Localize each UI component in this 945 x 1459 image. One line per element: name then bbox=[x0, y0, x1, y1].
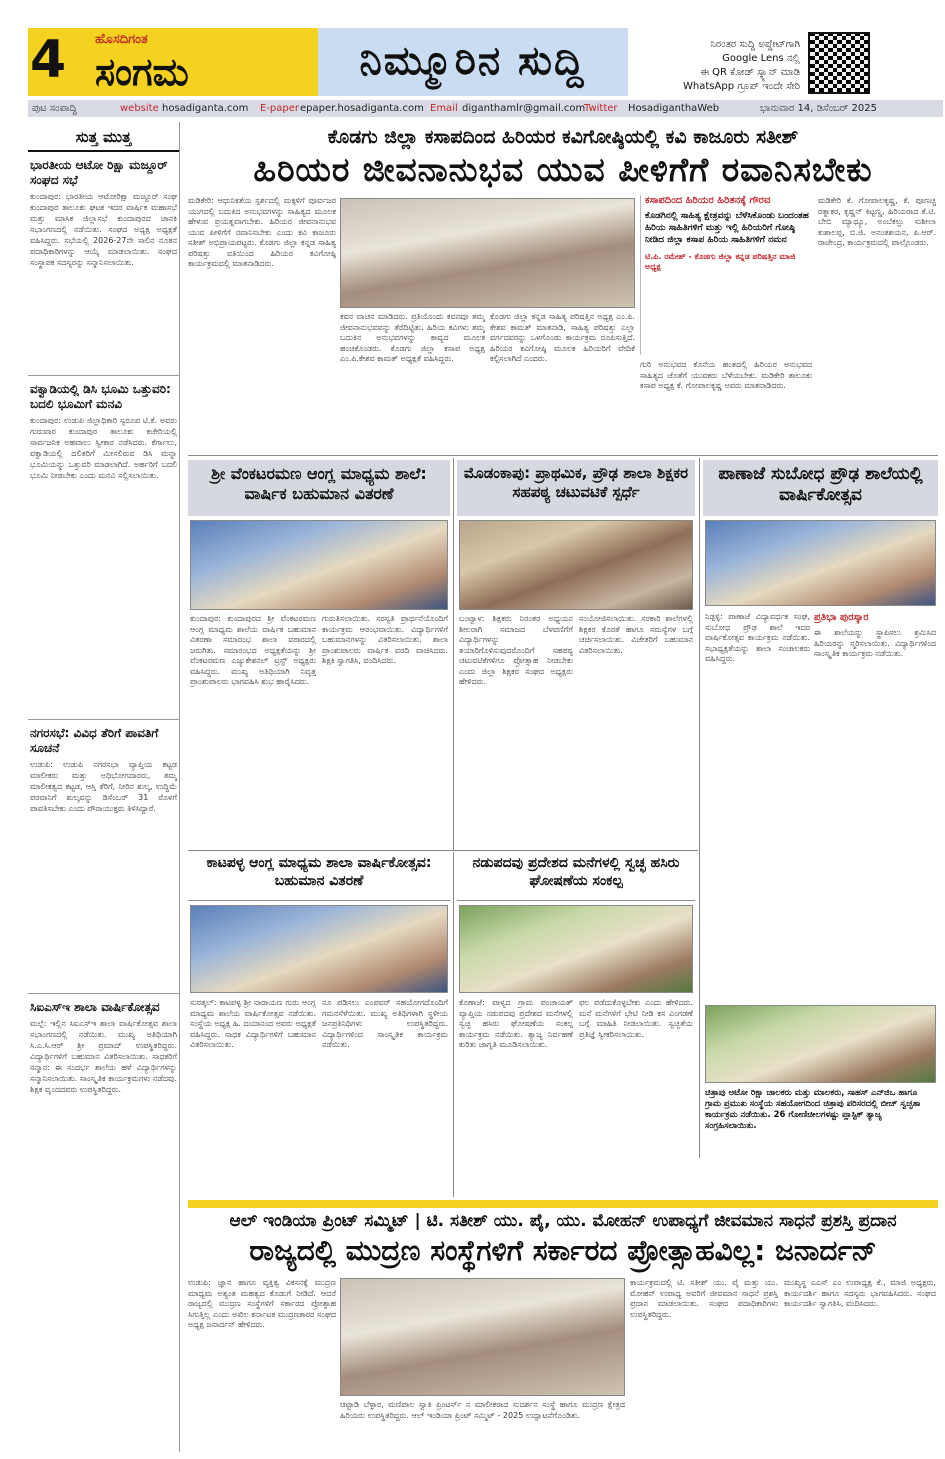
email-label: Email bbox=[430, 103, 458, 114]
divider bbox=[453, 852, 454, 1197]
column-title: ಸುತ್ತ ಮುತ್ತ bbox=[28, 122, 179, 152]
divider bbox=[28, 993, 179, 994]
venkataramana-photo bbox=[190, 520, 448, 610]
qr-line: WhatsApp ಗ್ರೂಪ್ ಇಂದೇ ಸೇರಿ bbox=[683, 81, 800, 92]
nadupadavu-col-2: ಫಲ ಪಡೆದುಕೊಳ್ಳಬೇಕು ಎಂದು ಹೇಳಿದರು. ಮನೆ ಮನೆಗಳಿಗೆ ಭೇಟಿ ನೀಡಿ ಕಸ ವಿಂಗಡಣೆ ಬಗ್ಗೆ ಮಾಹಿತಿ ನೀಡಲಾಯಿತು. ಸ್ವಚ್ಛತೆಯ ಪ್ರತಿಜ್ಞೆ ಸ್ವೀಕರಿಸಲಾಯಿತು. bbox=[579, 998, 693, 1039]
side-box-signature: ಟಿ.ಪಿ. ರಮೇಶ್ - ಕೊಡಗು ಜಿಲ್ಲಾ ಕನ್ನಡ ಪರಿಷತ್ತಿನ ಮಾಜಿ ಅಧ್ಯಕ್ಷ bbox=[645, 252, 796, 271]
qr-instructions bbox=[640, 38, 800, 94]
bottom-col-2: ಚಿಟ್ಟಾಡಿ ಬೆಳ್ಳಾರ, ಮಣಿಪಾಲ ಸ್ವಾತಿ ಪ್ರಿಂಟರ್ಸ್ ನ ಮಾಲೀಕರಾದ ಸುದರ್ಶನ ಸಂಸ್ಥೆ ಹಾಗೂ ಮುದ್ರಣ ಕ್ಷೇತ್ರದ ಹಿರಿಯರು ಉಪಸ್ಥಿತರಿದ್ದರು. ಆಲ್ ಇಂಡಿಯಾ ಪ್ರಿಂಟ್ ಸಮ್ಮಿಟ್ - 2025 ಉದ್ಘಾಟನೆಗೊಂಡಿತು. bbox=[340, 1400, 625, 1420]
main-col-3: ಕೊಡಗು ಜಿಲ್ಲಾ ಕನ್ನಡ ಸಾಹಿತ್ಯ ಪರಿಷತ್ತಿನ ಅಧ್ಯಕ್ಷ ಎಂ.ಪಿ. ಕೇಶವ ಕಾಮತ್ ಮಾತನಾಡಿ, ಸಾಹಿತ್ಯ ಪರಿಷತ್ತು ಎಲ್ಲಾ ವರ್ಗದವರನ್ನು ಒಳಗೊಂಡು ಕಾರ್ಯಕ್ರಮ ರೂಪಿಸುತ್ತಿದೆ. ಹಿರಿಯರ ಕವಿಗೋಷ್ಠಿ ಮೂಲಕ ಹಿರಿಯರಿಗೆ ವೇದಿಕೆ ಕಲ್ಪಿಸಲಾಗಿದೆ ಎಂದರು. bbox=[490, 312, 635, 363]
modankap-headline: ಮೊಡಂಕಾಪು: ಪ್ರಾಥಮಿಕ, ಪ್ರೌಢ ಶಾಲಾ ಶಿಕ್ಷಕರ ಸಹಪಠ್ಯ ಚಟುವಟಿಕೆ ಸ್ಪರ್ಧೆ bbox=[457, 460, 695, 516]
venkataramana-headline: ಶ್ರೀ ವೆಂಕಟರಮಣ ಆಂಗ್ಲ ಮಾಧ್ಯಮ ಶಾಲೆ: ವಾರ್ಷಿಕ ಬಹುಮಾನ ವಿತರಣೆ bbox=[188, 460, 450, 516]
brief-headline: ನಗರಸಭೆ: ವಿವಿಧ ತೆರಿಗೆ ಪಾವತಿಗೆ ಸೂಚನೆ bbox=[30, 726, 159, 755]
brief-body: ಮಲ್ಪೆ: ಇಲ್ಲಿನ ಸಿಐಎಸ್‌ಇ ಶಾಲಾ ವಾರ್ಷಿಕೋತ್ಸವ ಶಾಲಾ ಸಭಾಂಗಣದಲ್ಲಿ ನಡೆಯಿತು. ಮುಖ್ಯ ಅತಿಥಿಯಾಗಿ ಸಿ.ಎ.ಸಿ.ಆರ್ ಶ್ರೀ ಪ್ರಮಾದ್ ಉಪಸ್ಥಿತರಿದ್ದರು. ವಿದ್ಯಾರ್ಥಿಗಳಿಗೆ ಬಹುಮಾನ ವಿತರಿಸಲಾಯಿತು. ಸಾಧಕರಿಗೆ ಸನ್ಮಾನ: ಈ ಸಂದರ್ಭ ಶಾಲೆಯ ಹಳೆ ವಿದ್ಯಾರ್ಥಿಗಳನ್ನು ಸನ್ಮಾನಿಸಲಾಯಿತು. ಸಾಂಸ್ಕೃತಿಕ ಕಾರ್ಯಕ್ರಮಗಳು ನಡೆದವು. ಶಿಕ್ಷಕ ವೃಂದದವರು ಉಪಸ್ಥಿತರಿದ್ದರು. bbox=[30, 1019, 177, 1094]
info-city: ಪುಟ ಸಂಪಾದ್ಧಿ bbox=[32, 103, 77, 114]
twitter-label: Twitter bbox=[584, 103, 618, 114]
divider bbox=[28, 719, 179, 720]
epaper-link[interactable]: epaper.hosadiganta.com bbox=[300, 103, 424, 114]
section-title: ನಿಮ್ಮೂರಿನ ಸುದ್ದಿ bbox=[359, 38, 586, 84]
main-photo bbox=[340, 198, 635, 308]
brand-top: ಹೊಸದಿಗಂತ bbox=[95, 32, 148, 47]
brief-body: ಕುಂದಾಪುರ: ಭಾರತೀಯ ಆಟೋರಿಕ್ಷಾ ಮಜ್ದೂರ್ ಸಂಘ ಕುಂದಾಪುರ ತಾಲೂಕು ಘಟಕ ಇದರ ವಾರ್ಷಿಕ ಮಹಾಸಭೆ ಮತ್ತು ಮಾಸಿಕ ಜಿಲ್ಲಾಸಭೆ ಕುಂದಾಪುರದ ಜಾನಕಿ ಸಭಾಂಗಣದಲ್ಲಿ ನಡೆಯಿತು. ಸಂಘದ ಅಧ್ಯಕ್ಷ ಅಧ್ಯಕ್ಷತೆ ವಹಿಸಿದ್ದರು. ಸಭೆಯಲ್ಲಿ 2026-27ನೇ ಸಾಲಿನ ನೂತನ ಪದಾಧಿಕಾರಿಗಳನ್ನು ಆಯ್ಕೆ ಮಾಡಲಾಯಿತು. ಸಂಘದ ಸಂಸ್ಥಾಪಕ ಸದಸ್ಯರನ್ನು ಸನ್ಮಾನಿಸಲಾಯಿತು. bbox=[30, 192, 177, 267]
main-col-1: ಮಡಿಕೇರಿ: ಆಧುನಿಕತೆಯ ಸ್ಪರ್ಶದಲ್ಲಿ ಮಕ್ಕಳಿಗೆ ಪೂರ್ವಜರ ಯುಗದಲ್ಲಿ ಬದುಕಿದ ಅನುಭವಗಳನ್ನು ಸಾಹಿತ್ಯದ ಮೂಲಕ ಹೇಳುವ ಪ್ರಯತ್ನವಾಗಬೇಕು. ಹಿರಿಯರ ಜೀವನಾನುಭವ ಯುವ ಪೀಳಿಗೆಗೆ ರವಾನಿಸಬೇಕು ಎಂದು ಕವಿ ಕಾಜೂರು ಸತೀಶ್ ಅಭಿಪ್ರಾಯಪಟ್ಟರು. ಕೊಡಗು ಜಿಲ್ಲಾ ಕನ್ನಡ ಸಾಹಿತ್ಯ ಪರಿಷತ್ತು ವತಿಯಿಂದ ಹಿರಿಯರ ಕವಿಗೋಷ್ಠಿ ಕಾರ್ಯಕ್ರಮದಲ್ಲಿ ಮಾತನಾಡಿದರು. bbox=[188, 196, 336, 268]
panaje-col-1: ನಿಡ್ಪಳ್ಳಿ: ಪಾಣಾಜೆ ವಿದ್ಯಾವರ್ಧಕ ಸಂಘ, ಸುಬೋಧ ಪ್ರೌಢ ಶಾಲೆ ಇದರ ವಾರ್ಷಿಕೋತ್ಸವ ಕಾರ್ಯಕ್ರಮ ನಡೆಯಿತು. ಸಭಾಧ್ಯಕ್ಷತೆಯನ್ನು ಶಾಲಾ ಸಂಚಾಲಕರು ವಹಿಸಿದ್ದರು. bbox=[705, 612, 810, 663]
katapalla-col-1: ಸುರತ್ಕಲ್: ಕಾಟಪಳ್ಳ ಶ್ರೀ ನಾರಾಯಣ ಗುರು ಆಂಗ್ಲ ಮಾಧ್ಯಮ ಶಾಲೆಯ ವಾರ್ಷಿಕೋತ್ಸವ ನಡೆಯಿತು. ಸಂಸ್ಥೆಯ ಅಧ್ಯಕ್ಷ ಹಿ. ದಯಾನಂದ ಅವರು ಅಧ್ಯಕ್ಷತೆ ವಹಿಸಿದ್ದರು. ಸಾಧಕ ವಿದ್ಯಾರ್ಥಿಗಳಿಗೆ ಬಹುಮಾನ ವಿತರಿಸಲಾಯಿತು. bbox=[190, 998, 316, 1049]
epaper-label: E-paper bbox=[260, 103, 300, 114]
panaje-col-2: ಈ ಶಾಲೆಯನ್ನು ಸ್ಥಾಪಿಸಲು ಶ್ರಮಿಸಿದ ಹಿರಿಯರನ್ನು ಸ್ಮರಿಸಲಾಯಿತು. ವಿದ್ಯಾರ್ಥಿಗಳಿಂದ ಸಾಂಸ್ಕೃತಿಕ ಕಾರ್ಯಕ್ರಮ ನಡೆಯಿತು. bbox=[814, 628, 936, 658]
main-headline: ಹಿರಿಯರ ಜೀವನಾನುಭವ ಯುವ ಪೀಳಿಗೆಗೆ ರವಾನಿಸಬೇಕು bbox=[253, 150, 873, 189]
issue-date: ಭಾನುವಾರ 14, ಡಿಸೆಂಬರ್ 2025 bbox=[760, 103, 877, 114]
pratibha-label: ಪ್ರತಿಭಾ ಪುರಸ್ಕಾರ bbox=[814, 612, 869, 623]
brand-main: ಸಂಗಮ bbox=[95, 50, 189, 94]
left-column bbox=[28, 122, 180, 1452]
venkataramana-col-2: ಗುರುತಿಸಲಾಯಿತು. ಸರಸ್ವತಿ ಪ್ರಾರ್ಥನೆಯೊಂದಿಗೆ ಕಾರ್ಯಕ್ರಮ ಆರಂಭವಾಯಿತು. ವಿದ್ಯಾರ್ಥಿಗಳಿಗೆ ಬಹುಮಾನಗಳನ್ನು ವಿತರಿಸಲಾಯಿತು. ಶಾಲಾ ಪ್ರಾಂಶುಪಾಲರು ವಾರ್ಷಿಕ ವರದಿ ವಾಚಿಸಿದರು. ಶಿಕ್ಷಕಿ ಸ್ವಾಗತಿಸಿ, ವಂದಿಸಿದರು. bbox=[322, 614, 448, 665]
website-label: website bbox=[120, 103, 159, 114]
divider bbox=[28, 375, 179, 376]
bottom-headline: ರಾಜ್ಯದಲ್ಲಿ ಮುದ್ರಣ ಸಂಸ್ಥೆಗಳಿಗೆ ಸರ್ಕಾರದ ಪ್ರೋತ್ಸಾಹವಿಲ್ಲ: ಜನಾರ್ದನ್ bbox=[249, 1234, 877, 1267]
panaje-photo bbox=[705, 520, 936, 606]
brief-headline: ವಕ್ವಾಡಿಯಲ್ಲಿ ಡಿಸಿ ಭೂಮಿ ಒತ್ತುವರಿ: ಬದಲಿ ಭೂಮಿಗೆ ಮನವಿ bbox=[30, 382, 171, 411]
email-link[interactable]: diganthamlr@gmail.com bbox=[462, 103, 586, 114]
bottom-kicker: ಆಲ್ ಇಂಡಿಯಾ ಪ್ರಿಂಟ್ ಸಮ್ಮಿಟ್ | ಟಿ. ಸತೀಶ್ ಯು. ಪೈ, ಯು. ಮೋಹನ್ ಉಪಾಧ್ಯಗೆ ಜೀವಮಾನ ಸಾಧನೆ ಪ್ರಶಸ್ತಿ ಪ್ರದಾನ bbox=[229, 1211, 897, 1231]
bottom-band bbox=[188, 1200, 938, 1208]
main-col-2: ಕವನ ವಾಚನ ಮಾಡಿದರು. ಪ್ರತಿಯೊಂದು ಕವನವೂ ತಮ್ಮ ಜೀವನಾನುಭವವನ್ನು ತೆರೆದಿಟ್ಟಿತು. ಹಿರಿಯ ಕವಿಗಳು ತಮ್ಮ ಬದುಕಿನ ಅನುಭವಗಳನ್ನು ಕಾವ್ಯದ ಮೂಲಕ ಹಂಚಿಕೊಂಡರು. ಕೊಡಗು ಜಿಲ್ಲಾ ಕಸಾಪ ಅಧ್ಯಕ್ಷ ಎಂ.ಪಿ.ಕೇಶವ ಕಾಮತ್ ಅಧ್ಯಕ್ಷತೆ ವಹಿಸಿದ್ದರು. bbox=[340, 312, 485, 363]
bottom-col-1: ಉಡುಪಿ: ಜ್ಞಾನ ಹಾಗೂ ವ್ಯಕ್ತಿತ್ವ ವಿಕಸನಕ್ಕೆ ಮುದ್ರಣ ಮಾಧ್ಯಮ ಅತ್ಯಂತ ಮಹತ್ವದ ಕೊಡುಗೆ ನೀಡಿದೆ. ಆದರೆ ರಾಜ್ಯದಲ್ಲಿ ಮುದ್ರಣ ಸಂಸ್ಥೆಗಳಿಗೆ ಸರ್ಕಾರದ ಪ್ರೋತ್ಸಾಹ ಸಿಗುತ್ತಿಲ್ಲ ಎಂದು ಅಖಿಲ ಕರ್ನಾಟಕ ಮುದ್ರಣಕಾರರ ಸಂಘದ ಅಧ್ಯಕ್ಷ ಜನಾರ್ದನ್ ಹೇಳಿದರು. bbox=[188, 1278, 336, 1329]
bottom-col-3: ಕಾರ್ಯಕ್ರಮದಲ್ಲಿ ಟಿ. ಸತೀಶ್ ಯು. ಪೈ ಮತ್ತು ಯು. ಮೋಹನ್ ಉಪಾಧ್ಯ ಅವರಿಗೆ ಜೀವಮಾನ ಸಾಧನೆ ಪ್ರಶಸ್ತಿ ಪ್ರದಾನ ಮಾಡಲಾಯಿತು. ಸಂಘದ ಪದಾಧಿಕಾರಿಗಳು ಉಪಸ್ಥಿತರಿದ್ದರು. bbox=[630, 1278, 778, 1319]
chitrapu-caption: ಚಿತ್ರಾಪು ಆಟೋ ರಿಕ್ಷಾ ಚಾಲಕರು ಮತ್ತು ಮಾಲಕರು, ಸಾಹಸ್ ಎನ್‌ಜಿಒ ಹಾಗೂ ಗ್ರಾಮ ಪ್ರಮುಖ ಸಂಸ್ಥೆಯ ಸಹಯೋಗದಿಂದ ಚಿತ್ರಾಪು ಪರಿಸರದಲ್ಲಿ ಬೀಚ್ ಸ್ವಚ್ಛತಾ ಕಾರ್ಯಕ್ರಮ ನಡೆಯಿತು. 26 ಗೋಣಿಚೀಲಗಳಷ್ಟು ಪ್ಲಾಸ್ಟಿಕ್ ತ್ಯಾಜ್ಯ ಸಂಗ್ರಹಿಸಲಾಯಿತು. bbox=[705, 1088, 921, 1131]
qr-line: Google Lens ನಲ್ಲಿ bbox=[722, 53, 800, 64]
chitrapu-photo bbox=[705, 1005, 936, 1083]
divider bbox=[699, 458, 700, 1158]
main-kicker: ಕೊಡಗು ಜಿಲ್ಲಾ ಕಸಾಪದಿಂದ ಹಿರಿಯರ ಕವಿಗೋಷ್ಠಿಯಲ್ಲಿ ಕವಿ ಕಾಜೂರು ಸತೀಶ್ bbox=[327, 126, 799, 148]
brief-body: ಕುಂದಾಪುರ: ಉಡುಪಿ ಜಿಲ್ಲಾಧಿಕಾರಿ ಸ್ವರೂಪ ಟಿ.ಕೆ. ಅವರು ಗುರುವಾರ ಕುಂದಾಪುರ ತಾಲೂಕು ಕಚೇರಿಯಲ್ಲಿ ಸಾರ್ವಜನಿಕ ಅಹವಾಲು ಸ್ವೀಕಾರ ನಡೆಸಿದರು. ಕೆರ್ಗಾಲು, ವಕ್ವಾಡಿಯಲ್ಲಿ ದಲಿತರಿಗೆ ಮೀಸಲಿರುವ ಡಿಸಿ ಮನ್ನಾ ಭೂಮಿಯನ್ನು ಒತ್ತುವರಿ ಮಾಡಲಾಗಿದೆ. ಅರ್ಹರಿಗೆ ಬದಲಿ ಭೂಮಿ ನೀಡಬೇಕು ಎಂದು ಮನವಿ ಸಲ್ಲಿಸಲಾಯಿತು. bbox=[30, 416, 177, 480]
main-col-5: ಮಡಿಕೇರಿ ಕೆ. ಗೋಪಾಲಕೃಷ್ಣ, ಕೆ. ಪೂಣಚ್ಚ ರತ್ನಾಕರ, ಕೃಷ್ಣನ್ ಕಿಟ್ಟಣ್ಣ, ಹಿರಿಯರಾದ ಕೆ.ಟಿ. ಬೇಬಿ ಮ್ಯಾಥ್ಯೂ, ಅಂಬೆಕಲ್ಲು ಸುಶೀಲಾ ಕುಶಾಲಪ್ಪ, ಬಿ.ಜಿ. ಅನಂತಶಯನ, ಪಿ.ಆರ್. ರಾಜೇಂದ್ರ, ಕಾರ್ಯಕ್ರಮದಲ್ಲಿ ಪಾಲ್ಗೊಂಡರು. bbox=[818, 196, 936, 247]
side-box bbox=[640, 195, 812, 355]
divider bbox=[188, 850, 698, 851]
main-col-4: ಗುರಿ ಅನುಭವದ ಕೊನೆಯ ಹಂತದಲ್ಲಿ ಹಿರಿಯರ ಅನುಭವದ ಸಾಹಿತ್ಯದ ಜೊತೆಗೆ ಯುವಕರು ಬೆಳೆಯಬೇಕು. ಮಡಿಕೇರಿ ತಾಲೂಕು ಕಸಾಪ ಅಧ್ಯಕ್ಷ ಕೆ. ಗೋಪಾಲಕೃಷ್ಣ ಅವರು ಮಾತನಾಡಿದರು. bbox=[640, 360, 812, 390]
masthead bbox=[0, 0, 945, 100]
website-link[interactable]: hosadiganta.com bbox=[162, 103, 249, 114]
side-box-title: ಕಸಾಪದಿಂದ ಹಿರಿಯರ ಹಿರಿತನಕ್ಕೆ ಗೌರವ bbox=[645, 195, 771, 206]
bottom-col-4: ಮುಖ್ಯಸ್ಥ ಎಎಸ್ ಎಂ ಉಪಾಧ್ಯಕ್ಷ ಕೆ., ಮಾಜಿ ಅಧ್ಯಕ್ಷರು, ಕಾರ್ಯದರ್ಶಿ ಹಾಗೂ ಸದಸ್ಯರು ಭಾಗವಹಿಸಿದರು. ಸಂಘದ ಕಾರ್ಯದರ್ಶಿ ಸ್ವಾಗತಿಸಿ, ವಂದಿಸಿದರು. bbox=[784, 1278, 936, 1308]
katapalla-photo bbox=[190, 905, 448, 993]
panaje-headline: ಪಾಣಾಜೆ ಸುಬೋಧ ಪ್ರೌಢ ಶಾಲೆಯಲ್ಲಿ ವಾರ್ಷಿಕೋತ್ಸವ bbox=[703, 460, 938, 516]
katapalla-col-2: ನೂ ಪಡಿಸಲು ಎಂಪವರ್ ಸಹಯೋಗದೊಂದಿಗೆ ಗಮನಸೆಳೆಯಿತು. ಮುಖ್ಯ ಅತಿಥಿಗಳಾಗಿ ಸ್ಥಳೀಯ ಜನಪ್ರತಿನಿಧಿಗಳು ಉಪಸ್ಥಿತರಿದ್ದರು. ವಿದ್ಯಾರ್ಥಿಗಳಿಂದ ಸಾಂಸ್ಕೃತಿಕ ಕಾರ್ಯಕ್ರಮ ನಡೆಯಿತು. bbox=[322, 998, 448, 1049]
page-number: 4 bbox=[30, 30, 67, 90]
twitter-link[interactable]: HosadiganthaWeb bbox=[628, 103, 720, 114]
brief-headline: ಸಿಐಎಸ್‌ಇ ಶಾಲಾ ವಾರ್ಷಿಕೋತ್ಸವ bbox=[30, 1000, 160, 1014]
info-bar bbox=[28, 100, 943, 117]
brief-headline: ಭಾರತೀಯ ಆಟೋ ರಿಕ್ಷಾ ಮಜ್ದೂರ್ ಸಂಘದ ಸಭೆ bbox=[30, 158, 168, 187]
qr-code-icon[interactable] bbox=[808, 32, 870, 94]
side-box-text: ಕೊಡಗಿನಲ್ಲಿ ಸಾಹಿತ್ಯ ಕ್ಷೇತ್ರವನ್ನು ಬೆಳೆಸಿಕೊಂಡು ಬಂದಂತಹ ಹಿರಿಯ ಸಾಹಿತಿಗಳಿಗೆ ಮತ್ತು ಇಲ್ಲಿ ಹಿರಿಯರಿಗೆ ಗೋಷ್ಠಿ ನೀಡಿದ ಜಿಲ್ಲಾ ಕಸಾಪ ಹಿರಿಯ ಸಾಹಿತಿಗಳಿಗೆ ನಮನ bbox=[645, 211, 809, 245]
brief-body: ಉಡುಪಿ: ಉಡುಪಿ ನಗರಸಭಾ ವ್ಯಾಪ್ತಿಯ ಕಟ್ಟಡ ಮಾಲೀಕರು ಮತ್ತು ಅಧಿಭೋಗದಾರರು, ತಮ್ಮ ಮಾಲೀಕತ್ವದ ಕಟ್ಟಡ, ಆಸ್ತಿ ತೆರಿಗೆ, ನೀರಿನ ಶುಲ್ಕ, ಉದ್ದಿಮೆ ಪರವಾನಿಗೆ ಶುಲ್ಕವನ್ನು ಡಿಸೆಂಬರ್ 31 ರೊಳಗೆ ಪಾವತಿಸಬೇಕು ಎಂದು ಪೌರಾಯುಕ್ತರು ತಿಳಿಸಿದ್ದಾರೆ. bbox=[30, 760, 177, 813]
qr-line: ಈ QR ಕೋಡ್ ಸ್ಕ್ಯಾನ್ ಮಾಡಿ bbox=[700, 67, 800, 78]
qr-line: ನಿರಂತರ ಸುದ್ದಿ ಅಪ್ಡೇಟ್‌ಗಾಗಿ bbox=[710, 39, 800, 50]
nadupadavu-headline: ನಡುಪದವು ಪ್ರದೇಶದ ಮನೆಗಳಲ್ಲಿ ಸ್ವಚ್ಛ ಹಸಿರು ಘೋಷಣೆಯ ಸಂಕಲ್ಪ bbox=[457, 855, 695, 901]
modankap-col-2: ಸಂಯೋಜಿಸಲಾಯಿತು. ಸರಕಾರಿ ಶಾಲೆಗಳಲ್ಲಿ ಶಿಕ್ಷಕರ ಕೊರತೆ ಹಾಗೂ ಸಮಸ್ಯೆಗಳ ಬಗ್ಗೆ ಚರ್ಚಿಸಲಾಯಿತು. ವಿಜೇತರಿಗೆ ಬಹುಮಾನ ವಿತರಿಸಲಾಯಿತು. bbox=[579, 614, 693, 655]
modankap-col-1: ಬಂಟ್ವಾಳ: ಶಿಕ್ಷಕರು ನಿರಂತರ ಅಧ್ಯಯನ ಶೀಲರಾಗಿ ಸಮಾಜದ ಬೆಳವಣಿಗೆಗೆ ವಿದ್ಯಾರ್ಥಿಗಳನ್ನು ತಯಾರಿಗೊಳಿಸುವುದರೊಂದಿಗೆ ಸಹಪಠ್ಯ ಚಟುವಟಿಕೆಗಳಿಗೂ ಪ್ರೋತ್ಸಾಹ ನೀಡಬೇಕು ಎಂದು ಜಿಲ್ಲಾ ಶಿಕ್ಷಕರ ಸಂಘದ ಅಧ್ಯಕ್ಷರು ಹೇಳಿದರು. bbox=[459, 614, 573, 686]
divider bbox=[188, 455, 938, 456]
divider bbox=[453, 458, 454, 850]
nadupadavu-photo bbox=[459, 905, 693, 993]
bottom-photo bbox=[340, 1278, 625, 1396]
modankap-photo bbox=[459, 520, 693, 610]
venkataramana-col-1: ಕುಂದಾಪುರ: ಕುಂದಾಪುರದ ಶ್ರೀ ವೆಂಕಟರಮಣ ಆಂಗ್ಲ ಮಾಧ್ಯಮ ಶಾಲೆಯ ವಾರ್ಷಿಕ ಬಹುಮಾನ ವಿತರಣಾ ಸಮಾರಂಭ ಶಾಲಾ ವಠಾರದಲ್ಲಿ ಜರುಗಿತು. ಸಮಾರಂಭದ ಅಧ್ಯಕ್ಷತೆಯನ್ನು ಶ್ರೀ ವೆಂಕಟರಮಣ ಎಜ್ಯುಕೇಶನಲ್ ಟ್ರಸ್ಟ್ ಅಧ್ಯಕ್ಷರು ವಹಿಸಿದ್ದರು. ಮುಖ್ಯ ಅತಿಥಿಯಾಗಿ ನಿವೃತ್ತ ಪ್ರಾಂಶುಪಾಲರು ಭಾಗವಹಿಸಿ ಶುಭ ಹಾರೈಸಿದರು. bbox=[190, 614, 316, 686]
katapalla-headline: ಕಾಟಪಳ್ಳ ಆಂಗ್ಲ ಮಾಧ್ಯಮ ಶಾಲಾ ವಾರ್ಷಿಕೋತ್ಸವ: ಬಹುಮಾನ ವಿತರಣೆ bbox=[188, 855, 450, 901]
nadupadavu-col-1: ಕೊಣಾಜೆ: ಪಾಳ್ಯದ ಗ್ರಾಮ ಪಂಚಾಯತ್ ವ್ಯಾಪ್ತಿಯ ನಡುಪದವು ಪ್ರದೇಶದ ಮನೆಗಳಲ್ಲಿ ಸ್ವಚ್ಛ ಹಸಿರು ಘೋಷಣೆಯ ಸಂಕಲ್ಪ ಕಾರ್ಯಕ್ರಮ ನಡೆಯಿತು. ತ್ಯಾಜ್ಯ ನಿರ್ವಹಣೆ ಕುರಿತು ಜಾಗೃತಿ ಮೂಡಿಸಲಾಯಿತು. bbox=[459, 998, 573, 1049]
